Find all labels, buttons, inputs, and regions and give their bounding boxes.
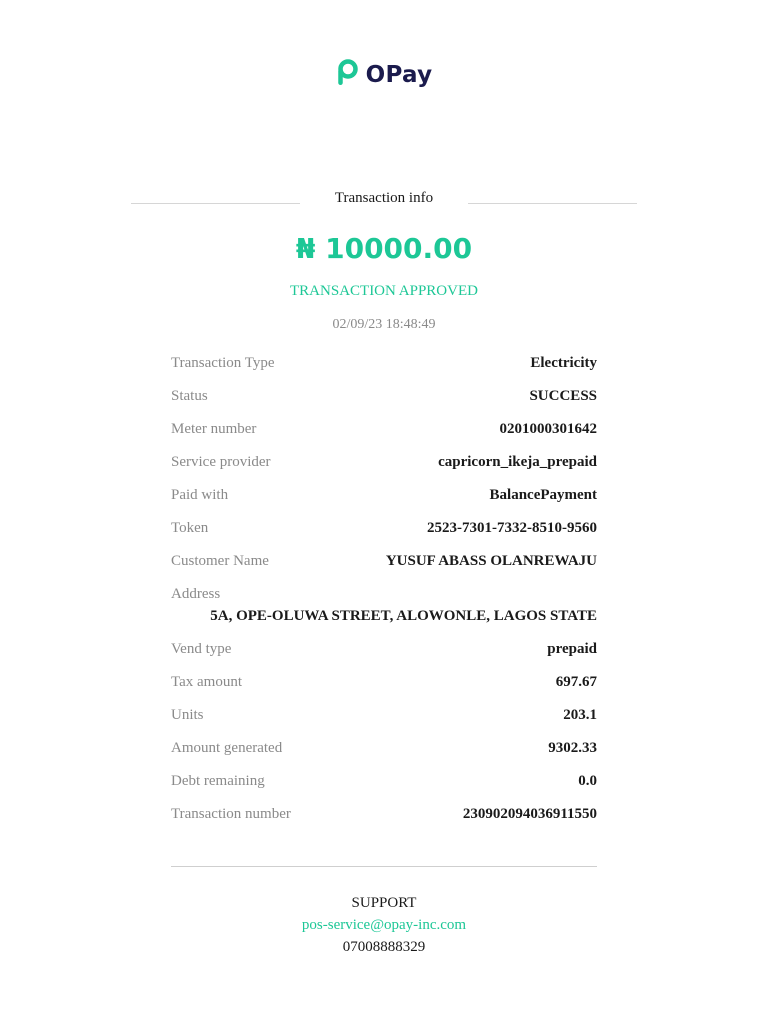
support-email-link[interactable]: pos-service@opay-inc.com [301, 917, 467, 933]
detail-label: Meter number [171, 421, 257, 437]
detail-label: Amount generated [171, 740, 283, 756]
detail-row-customer-name [171, 550, 597, 583]
detail-label: Address [171, 586, 221, 602]
detail-value: 9302.33 [548, 740, 597, 756]
detail-value: 5A, OPE-OLUWA STREET, ALOWONLE, LAGOS STATE [210, 608, 597, 624]
detail-row-transaction-type [171, 352, 597, 385]
detail-value: capricorn_ikeja_prepaid [438, 454, 597, 470]
detail-label: Units [171, 707, 204, 723]
detail-row-units [171, 704, 597, 737]
details-list [171, 352, 597, 836]
detail-row-transaction-number [171, 803, 597, 836]
detail-value: 0201000301642 [499, 421, 597, 437]
transaction-datetime: 02/09/23 18:48:49 [332, 317, 436, 332]
detail-label: Service provider [171, 454, 271, 470]
detail-label: Tax amount [171, 674, 243, 690]
detail-row-status [171, 385, 597, 418]
header-logo [0, 58, 768, 91]
detail-value: Electricity [530, 355, 597, 371]
detail-label: Transaction Type [171, 355, 275, 371]
footer-divider [171, 866, 597, 867]
detail-row-meter-number [171, 418, 597, 451]
support-title: SUPPORT [351, 895, 417, 911]
detail-value: prepaid [547, 641, 597, 657]
detail-value: 697.67 [555, 674, 597, 690]
brand-name: OPay [365, 61, 433, 88]
section-title: Transaction info [334, 190, 434, 206]
detail-value: 230902094036911550 [462, 806, 597, 822]
detail-value: 2523-7301-7332-8510-9560 [427, 520, 597, 536]
detail-value: 0.0 [578, 773, 597, 789]
detail-value: YUSUF ABASS OLANREWAJU [385, 553, 597, 569]
detail-row-vend-type [171, 638, 597, 671]
detail-row-amount-generated [171, 737, 597, 770]
detail-label: Vend type [171, 641, 232, 657]
support-section [0, 892, 768, 958]
detail-value: BalancePayment [489, 487, 597, 503]
detail-label: Debt remaining [171, 773, 265, 789]
detail-value: SUCCESS [529, 388, 597, 404]
detail-label: Token [171, 520, 209, 536]
support-phone: 07008888329 [342, 939, 426, 955]
detail-label: Status [171, 388, 208, 404]
detail-value: 203.1 [563, 707, 597, 723]
opay-logo-icon [336, 58, 360, 91]
detail-row-token [171, 517, 597, 550]
detail-label: Customer Name [171, 553, 269, 569]
title-divider-right [468, 203, 637, 204]
transaction-status-text: TRANSACTION APPROVED [290, 283, 478, 299]
detail-row-debt-remaining [171, 770, 597, 803]
detail-row-paid-with [171, 484, 597, 517]
transaction-amount: ₦ 10000.00 [295, 232, 473, 265]
detail-label: Paid with [171, 487, 229, 503]
detail-row-address [171, 583, 597, 638]
detail-row-service-provider [171, 451, 597, 484]
detail-row-tax-amount [171, 671, 597, 704]
detail-label: Transaction number [171, 806, 291, 822]
